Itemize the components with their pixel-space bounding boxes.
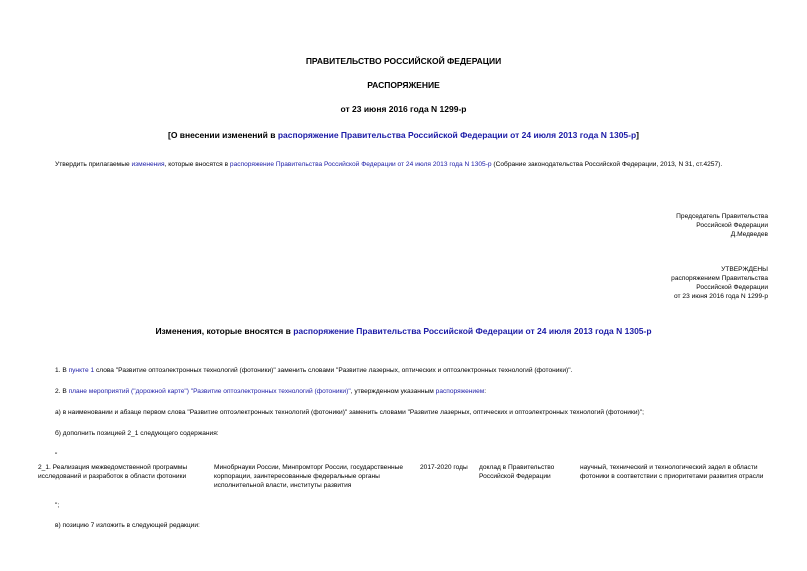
approved-block bbox=[520, 265, 768, 301]
signature-line-3: Д.Медведев bbox=[730, 231, 768, 238]
table-cell-item: 2_1. Реализация межведомственной программы исследований и разработок в области фотоники bbox=[38, 464, 188, 480]
quote-open: " bbox=[55, 452, 58, 459]
approved-line-3: Российской Федерации bbox=[696, 284, 768, 291]
intro-paragraph bbox=[38, 160, 766, 169]
item-2 bbox=[55, 387, 486, 396]
item-1-link[interactable]: пункте 1 bbox=[68, 367, 95, 374]
intro-text-2: , которые вносятся в bbox=[164, 161, 230, 168]
document-type: РАСПОРЯЖЕНИЕ bbox=[367, 80, 440, 90]
changes-title-prefix: Изменения, которые вносятся в bbox=[155, 326, 294, 336]
subject-suffix: ] bbox=[636, 130, 640, 140]
approved-line-2: распоряжением Правительства bbox=[671, 275, 768, 282]
item-b: б) дополнить позицией 2_1 следующего содержания: bbox=[55, 430, 219, 437]
item-1 bbox=[55, 366, 572, 375]
government-title: ПРАВИТЕЛЬСТВО РОССИЙСКОЙ ФЕДЕРАЦИИ bbox=[305, 56, 502, 66]
item-2-link-order[interactable]: распоряжением bbox=[435, 388, 485, 395]
intro-text-1: Утвердить прилагаемые bbox=[55, 161, 132, 168]
changes-title bbox=[0, 326, 807, 336]
approved-line-4: от 23 июня 2016 года N 1299-р bbox=[674, 293, 768, 300]
item-2-text-a: 2. В bbox=[55, 388, 69, 395]
signature-line-2: Российской Федерации bbox=[696, 222, 768, 229]
signature-block bbox=[520, 212, 768, 239]
subject-prefix: [О внесении изменений в bbox=[167, 130, 278, 140]
document-subject bbox=[0, 130, 807, 140]
table-cell-executors: Минобрнауки России, Минпромторг России, государственные корпорации, заинтересованные федеральные органы исполнительной власти, институты развития bbox=[214, 464, 404, 489]
intro-text-3: (Собрание законодательства Российской Федерации, 2013, N 31, ст.4257). bbox=[491, 161, 723, 168]
item-2-link-plan[interactable]: плане мероприятий ("дорожной карте") "Развитие оптоэлектронных технологий (фотоники)" bbox=[68, 388, 351, 395]
intro-link-order[interactable]: распоряжение Правительства Российской Федерации от 24 июля 2013 года N 1305-р bbox=[229, 161, 492, 168]
table-cell-period: 2017-2020 годы bbox=[420, 464, 468, 471]
subject-link[interactable]: распоряжение Правительства Российской Федерации от 24 июля 2013 года N 1305-р bbox=[277, 130, 637, 140]
item-v: в) позицию 7 изложить в следующей редакции: bbox=[55, 522, 200, 529]
quote-close: "; bbox=[55, 502, 60, 509]
table-cell-report: доклад в Правительство Российской Федерации bbox=[479, 464, 555, 480]
signature-line-1: Председатель Правительства bbox=[676, 213, 768, 220]
item-2-text-c: : bbox=[484, 388, 487, 395]
table-cell-result: научный, технический и технологический задел в области фотоники в соответствии с приоритетами развития отрасли bbox=[580, 464, 764, 480]
intro-link-changes[interactable]: изменения bbox=[131, 161, 165, 168]
document-date: от 23 июня 2016 года N 1299-р bbox=[340, 104, 467, 114]
changes-title-link[interactable]: распоряжение Правительства Российской Федерации от 24 июля 2013 года N 1305-р bbox=[293, 326, 652, 336]
item-1-text-a: 1. В bbox=[55, 367, 69, 374]
item-1-text-b: слова "Развитие оптоэлектронных технологий (фотоники)" заменить словами "Развитие лазерных, оптических и оптоэлектронных технологий (фотоники)". bbox=[94, 367, 573, 374]
item-a: а) в наименовании и абзаце первом слова "Развитие оптоэлектронных технологий (фотоники)" заменить словами "Развитие лазерных, оптических и оптоэлектронных технологий (фотоники)"; bbox=[55, 409, 644, 416]
item-2-text-b: , утвержденном указанным bbox=[350, 388, 436, 395]
approved-line-1: УТВЕРЖДЕНЫ bbox=[721, 266, 768, 273]
